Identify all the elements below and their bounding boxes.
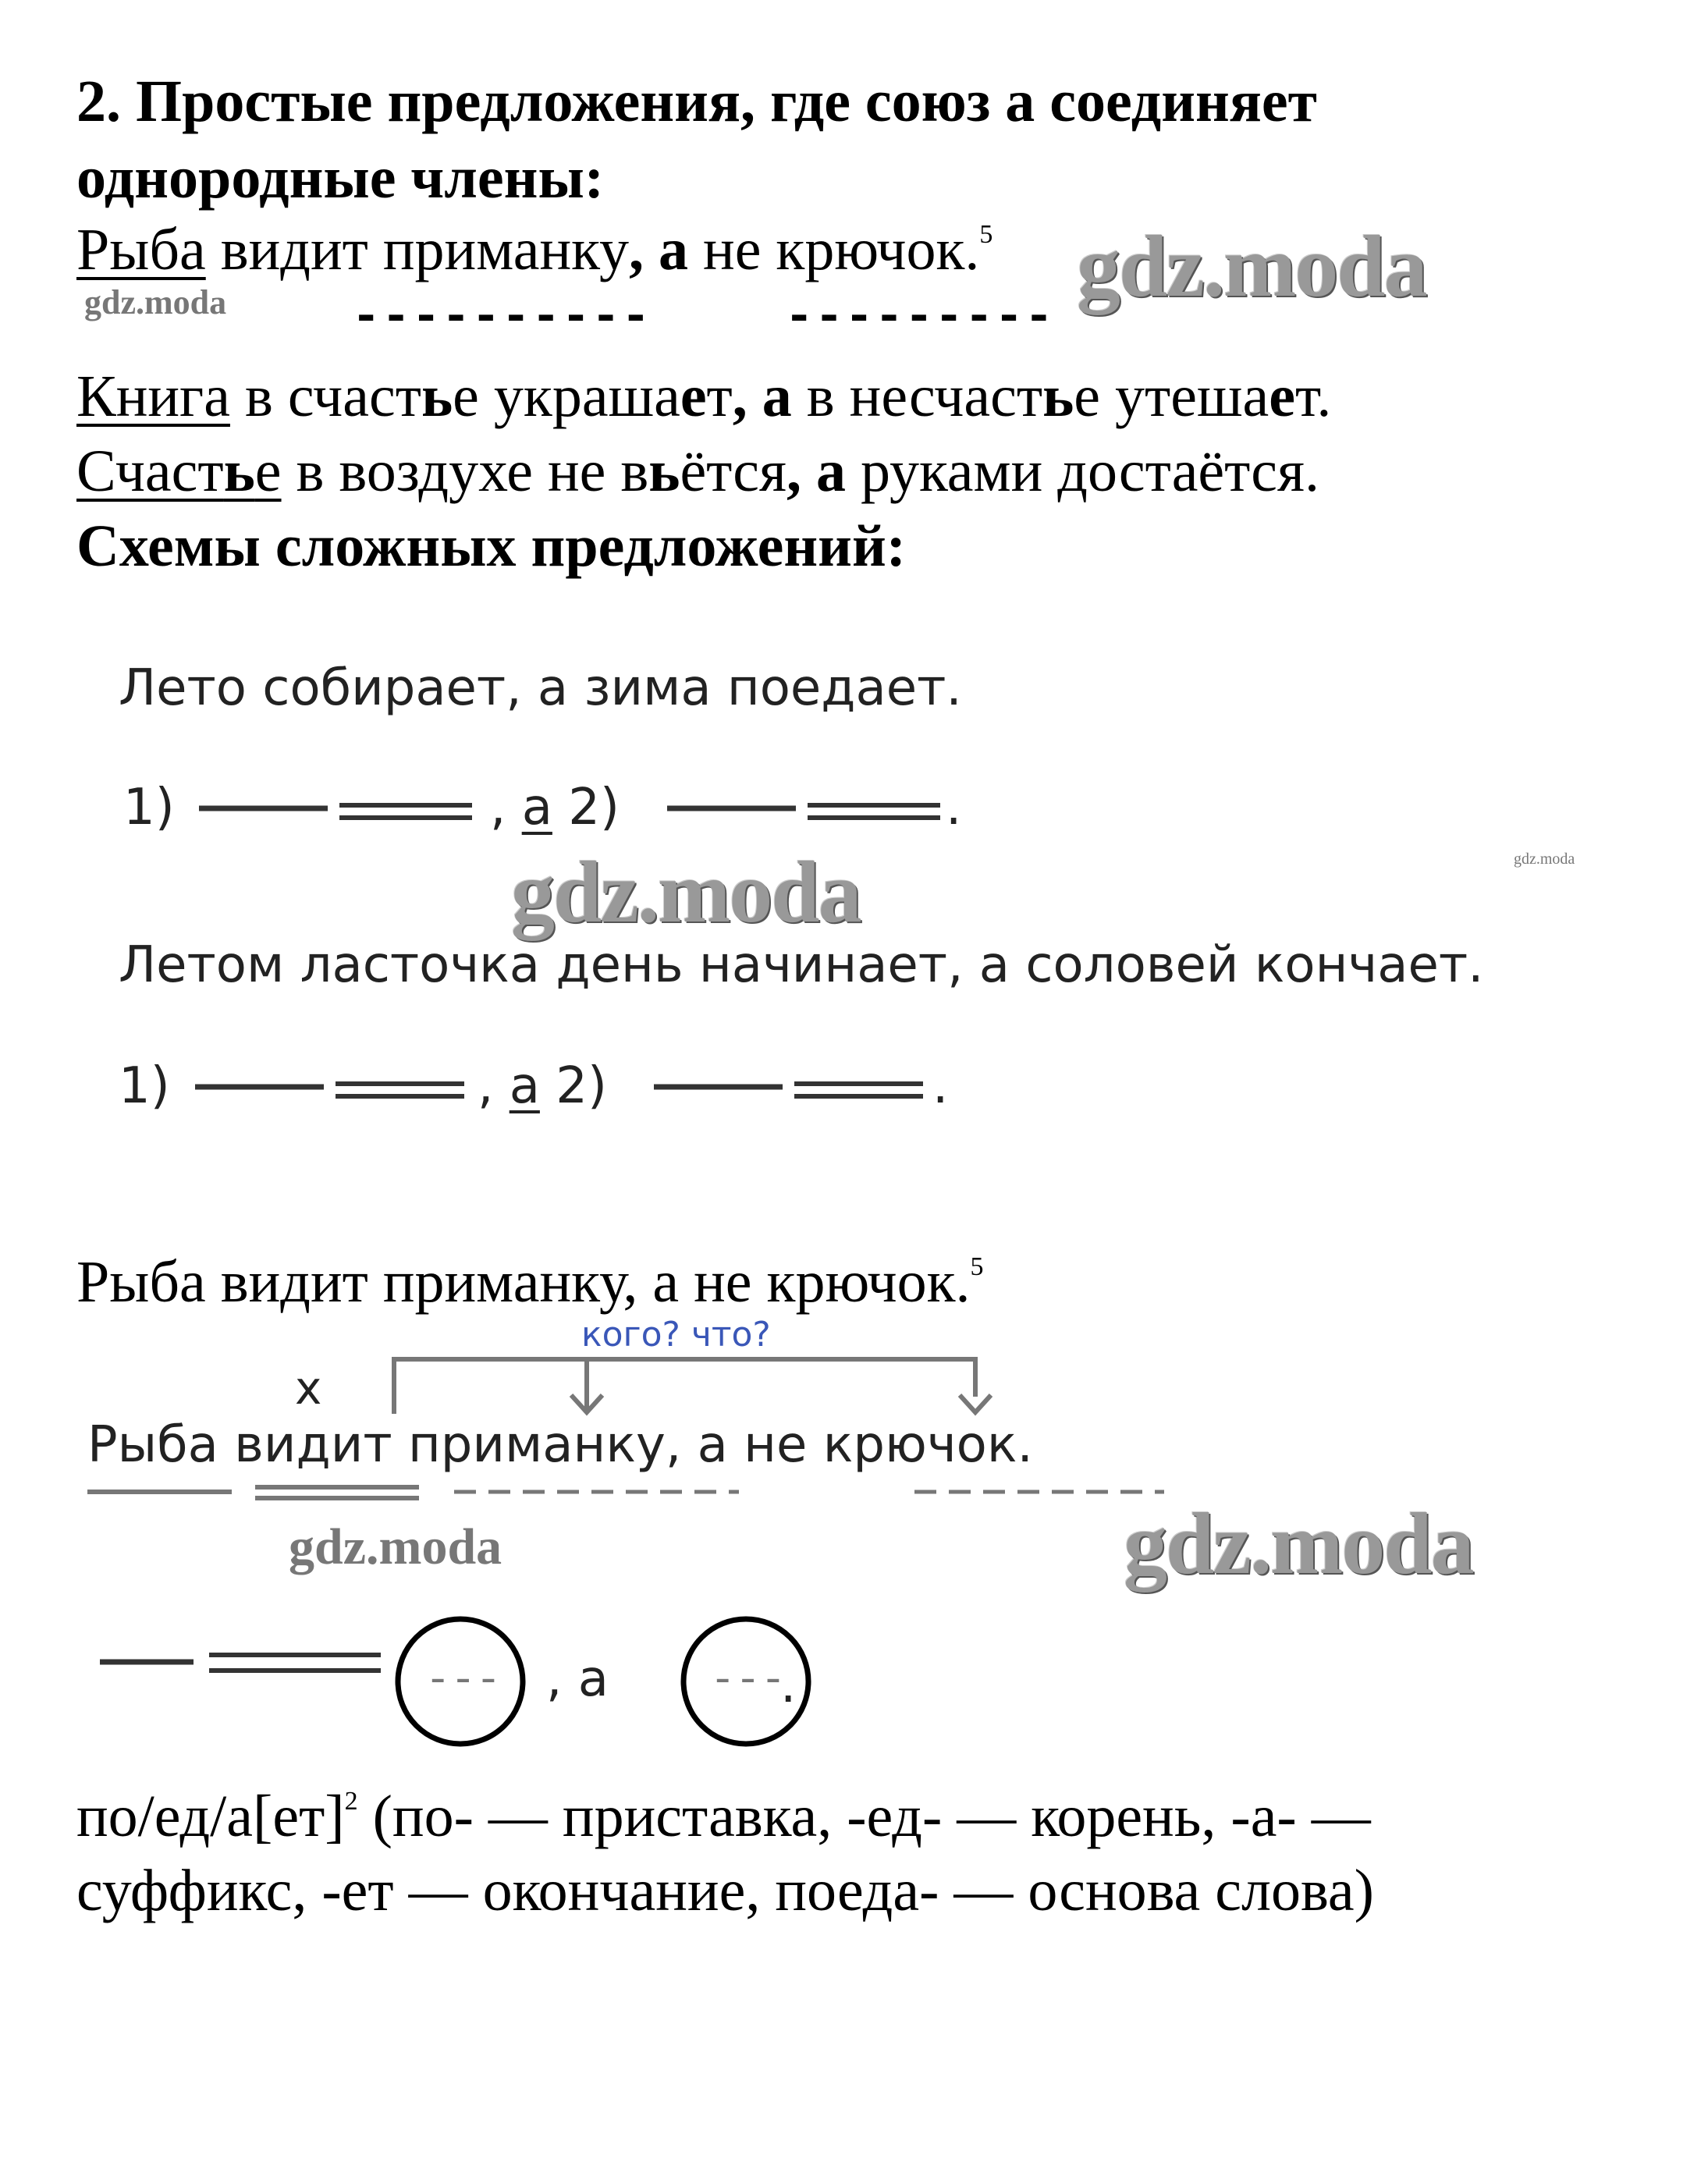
- question-label: кого? что?: [581, 1315, 771, 1355]
- watermark-tiny: gdz.moda: [1514, 850, 1575, 868]
- sentence-2-part: в счаст: [229, 364, 421, 429]
- watermark-3: gdz.moda: [511, 844, 861, 941]
- scheme-end: .: [780, 1656, 797, 1714]
- sentence-2-soft-sign: ь: [421, 364, 453, 429]
- complex-2-part1-lines: [195, 1074, 476, 1106]
- complex-1-part2-lines: [667, 796, 948, 827]
- parsed-sentence: Рыба видит приманку, а не крючок.: [87, 1416, 1033, 1474]
- sentence-4: Рыба видит приманку, а не крючок.$^5$: [76, 1249, 984, 1315]
- morph-line-2: суффикс, -ет — окончание, поеда- — основа слова): [76, 1858, 1374, 1923]
- watermark-1: gdz.moda: [1077, 218, 1426, 315]
- sentence-2-part: е украша: [453, 364, 680, 429]
- sentence-3-part: ётся: [680, 439, 787, 504]
- complex-2-part1-number: 1): [119, 1057, 170, 1115]
- sentence-1-sup: 5: [979, 220, 993, 249]
- sentence-2-part: е утеша: [1074, 364, 1269, 429]
- sentence-1-conjunction: , а: [629, 217, 689, 282]
- sentence-4-sup: 5: [970, 1252, 984, 1281]
- complex-1-end: .: [946, 779, 962, 836]
- sentence-2-subject: Книга: [76, 364, 230, 429]
- watermark-2: gdz.moda: [84, 283, 227, 321]
- complex-2-conjunction: , а 2): [478, 1057, 607, 1115]
- heading-complex-schemes: Схемы сложных предложений:: [76, 513, 907, 579]
- sentence-3-subject: Счастье: [76, 439, 282, 504]
- watermark-4: gdz.moda: [289, 1518, 502, 1575]
- sentence-2-soft-sign: ь: [1042, 364, 1074, 429]
- sentence-1-object-dashes-right: ---------: [784, 290, 1054, 346]
- sentence-1-object-dashes-left: ----------: [351, 290, 652, 346]
- scheme-circle-1-dashes: ---: [425, 1657, 502, 1705]
- scheme-conjunction: , а: [546, 1650, 609, 1708]
- sentence-3: [76, 439, 1319, 504]
- complex-sentence-2: Летом ласточка день начинает, а соловей кончает.: [119, 936, 1484, 994]
- sentence-2-part: в несчаст: [791, 364, 1043, 429]
- verb-transitivity-mark: x: [295, 1362, 322, 1415]
- scheme-circle-2-dashes: ---: [710, 1657, 787, 1705]
- complex-2-part2-lines: [654, 1074, 935, 1106]
- sentence-2-part: т.: [1294, 364, 1332, 429]
- morph-line-1: по/ед/а[ет]$^2$ (по- — приставка, -ед- — корень, -а- —: [76, 1784, 1371, 1849]
- sentence-1: [76, 217, 993, 282]
- heading-simple-sentences-line2: однородные члены:: [76, 145, 605, 211]
- complex-1-part1-lines: [199, 796, 480, 827]
- sentence-3-part: в воздухе не в: [281, 439, 649, 504]
- heading-simple-sentences-line1: 2. Простые предложения, где союз а соединяет: [76, 69, 1317, 134]
- complex-1-part1-number: 1): [123, 779, 175, 836]
- sentence-3-soft-sign: ь: [648, 439, 680, 504]
- complex-1-a: а: [521, 779, 552, 836]
- sentence-2-conjunction: , а: [732, 364, 792, 429]
- sentence-1-rest: видит приманку: [205, 217, 630, 282]
- sentence-1-tail: не крючок.: [688, 217, 980, 282]
- sentence-2-part: т: [706, 364, 733, 429]
- sentence-2-ending: е: [1269, 364, 1295, 429]
- parse-underlines: [87, 1482, 1180, 1514]
- sentence-3-conjunction: , а: [787, 439, 846, 504]
- complex-2-end: .: [932, 1057, 949, 1115]
- complex-1-conjunction: , а 2): [490, 779, 620, 836]
- complex-2-a: а: [509, 1057, 540, 1115]
- watermark-5: gdz.moda: [1124, 1496, 1473, 1593]
- sentence-2-ending: е: [680, 364, 707, 429]
- morph-sup: 2: [344, 1787, 358, 1816]
- sentence-3-part: руками достаётся.: [846, 439, 1319, 504]
- complex-sentence-1: Лето собирает, а зима поедает.: [119, 659, 962, 717]
- sentence-1-subject: Рыба: [76, 217, 206, 282]
- sentence-2: [76, 364, 1332, 429]
- question-arrows: [375, 1350, 999, 1420]
